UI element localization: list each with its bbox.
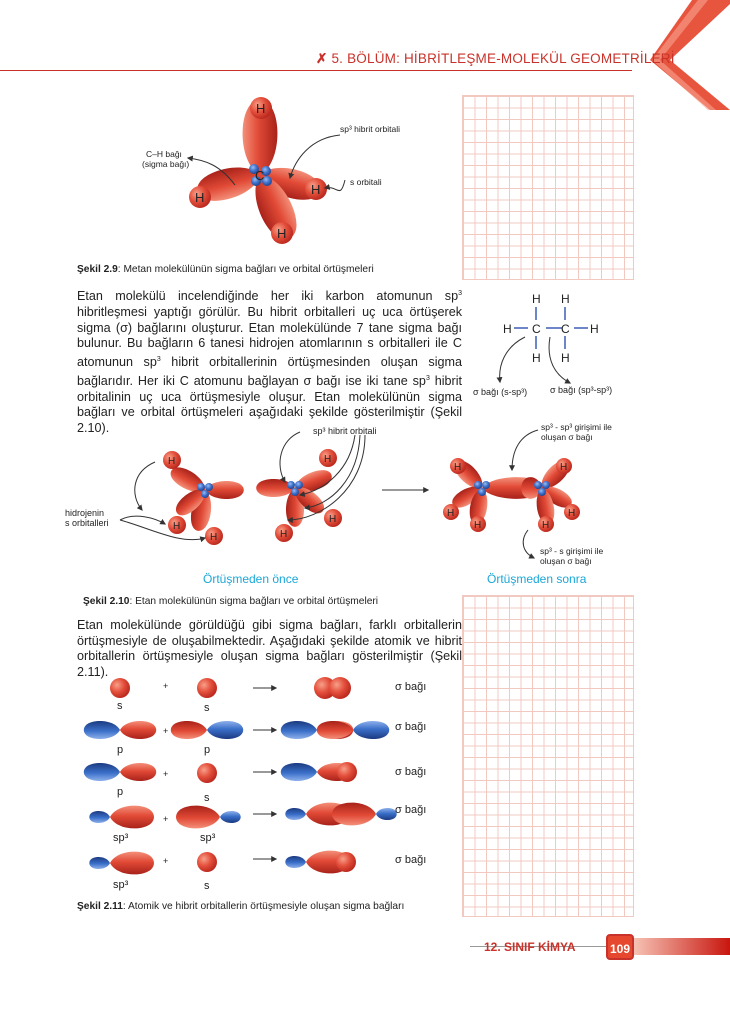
hydrogen-label: H [311,182,321,197]
hydrogen-label: H [447,508,455,519]
figure-2-10-caption [83,596,378,607]
ethane-paragraph [77,286,462,437]
sigma-bond-paragraph: Etan molekülünde görüldüğü gibi sigma bağları, farklı orbitallerin örtüşmesiyle de oluşabilmektedir. Aşağıdaki şekilde atomik ve hibrit orbitallerin örtüşmesiyle oluşan sigma bağları gösterilmiştir (Şekil 2.11). [77,618,462,680]
h-atom: H [503,322,512,336]
right-orbital-label: p [204,744,211,756]
left-orbital-label: p [117,744,124,756]
hydrogen-label: H [324,454,332,465]
sp3-s-label-2: oluşan σ bağı [540,556,592,566]
hydrogen-label: H [173,521,181,532]
hydrogen-label: H [280,529,288,540]
sigma-sp3-sp3-label: σ bağı (sp³-sp³) [550,385,613,395]
c-atom: C [532,322,541,336]
plus-sign: + [163,814,169,824]
ch-bond-label: C–H bağı [146,149,182,159]
sp3-sp3-label-2: oluşan σ bağı [541,432,593,442]
hydrogen-label: H [168,456,176,467]
plus-sign: + [163,681,169,691]
hydrogen-label: H [568,508,576,519]
result-label: σ bağı [395,766,427,778]
page-number: 109 [606,934,634,960]
header-divider [0,70,632,71]
caption-number: Şekil 2.9 [77,264,118,275]
chapter-title-text: 5. BÖLÜM: HİBRİTLEŞME-MOLEKÜL GEOMETRİLERİ [331,51,675,66]
ethane-structural-formula [470,285,640,405]
before-overlap-label: Örtüşmeden önce [203,572,299,586]
sigma-bond-label: (sigma bağı) [142,159,190,169]
c-atom: C [561,322,570,336]
hydrogen-label: H [560,462,568,473]
right-orbital-label: s [204,880,210,892]
hydrogen-label: H [195,190,205,205]
sp3-s-label-1: sp³ - s girişimi ile [540,546,604,556]
result-label: σ bağı [395,721,427,733]
text: hibrit orbitallerinin örtüşmesinden oluşan sigma bağlarıdır. Her iki C atomunu bağlayan σ bağı ise iki tane sp [77,355,462,389]
plus-sign: + [163,726,169,736]
chapter-mark-icon: ✗ [316,51,332,66]
chapter-title [316,51,675,67]
hydrogen-label: H [277,226,287,241]
book-title: 12. SINIF KİMYA [484,940,576,954]
sigma-s-sp3-label: σ bağı (s-sp³) [473,387,528,397]
plus-sign: + [163,856,169,866]
notes-grid-top [462,95,634,280]
figure-2-9-caption [77,264,374,275]
caption-text: : Atomik ve hibrit orbitallerin örtüşmesiyle oluşan sigma bağları [122,901,405,912]
left-orbital-label: sp³ [113,879,129,891]
sp3-orbital-label: sp³ hibrit orbitali [340,124,400,134]
sup: 3 [156,356,161,363]
sup: 3 [425,374,430,382]
result-label: σ bağı [395,681,427,693]
h-atom: H [561,351,570,365]
left-orbital-label: p [117,786,124,798]
hydrogen-label: H [256,101,266,116]
h-atom: H [532,292,541,306]
hydrogen-label: H [329,514,337,525]
left-orbital-label: sp³ [113,832,129,844]
text: hibrit orbitalinin uç uca örtüşmesiyle oluşur. Etan molekülünün sigma bağları ve orbital örtüşmeleri aşağıdaki şekilde gösterilmiştir (Şekil 2.10). [77,374,462,436]
caption-number: Şekil 2.10 [83,596,130,607]
sigma-bond-types-figure [80,672,420,897]
right-orbital-label: s [204,702,210,714]
plus-sign: + [163,769,169,779]
hydrogen-label-1: hidrojenin [65,508,105,518]
hydrogen-label: H [454,462,462,473]
carbon-label: C [255,168,265,183]
caption-text: : Metan molekülünün sigma bağları ve orbital örtüşmeleri [117,264,374,275]
h-atom: H [532,351,541,365]
right-orbital-label: sp³ [200,832,216,844]
hydrogen-label: H [542,520,550,531]
s-orbital-label: s orbitali [350,177,382,187]
right-orbital-label: s [204,792,210,804]
result-label: σ bağı [395,854,427,866]
after-overlap-label: Örtüşmeden sonra [487,572,587,586]
ethane-orbital-overlap-figure [60,420,660,570]
hydrogen-label-2: s orbitalleri [65,518,109,528]
sup: 3 [458,290,462,297]
methane-orbital-figure [120,90,450,250]
caption-number: Şekil 2.11 [77,901,123,912]
text: hibritleşmesi yaptığı görülür. Bu hibrit orbitalleri uç uca örtüşerek sigma (σ) bağlarını oluşturur. Etan molekülünde 7 tane sigma bağı bulunur. Bu bağların 6 tanesi hidrojen atomlarının s orbitalleri ile C atomunun sp [77,304,462,370]
result-label: σ bağı [395,804,427,816]
text: Etan molekülü incelendiğinde her iki karbon atomunun sp [77,289,459,304]
sp3-orbital-label: sp³ hibrit orbitali [313,426,377,436]
hydrogen-label: H [210,532,218,543]
footer-bar-decoration [634,938,730,955]
hydrogen-label: H [474,520,482,531]
notes-grid-bottom [462,595,634,917]
h-atom: H [561,292,570,306]
figure-2-11-caption [77,901,404,912]
left-orbital-label: s [117,700,123,712]
h-atom: H [590,322,599,336]
caption-text: : Etan molekülünün sigma bağları ve orbital örtüşmeleri [129,596,379,607]
sp3-sp3-label-1: sp³ - sp³ girişimi ile [541,422,612,432]
